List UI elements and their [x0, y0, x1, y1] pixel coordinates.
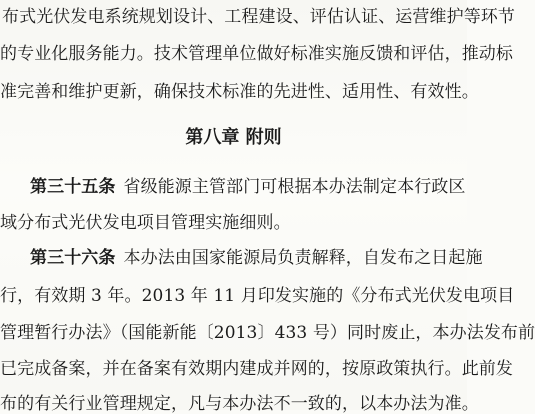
article-36-line-2: 行，有效期 3 年。2013 年 11 月印发实施的《分布式光伏发电项目 [0, 286, 515, 306]
article-36-label: 第三十六条 [30, 248, 116, 268]
article-35-line-2: 域分布式光伏发电项目管理实施细则。 [0, 213, 291, 233]
body-line-1: 布式光伏发电系统规划设计、工程建设、评估认证、运营维护等环节 [2, 7, 515, 27]
article-35-line-1 [30, 177, 467, 197]
article-35-label: 第三十五条 [30, 177, 116, 197]
body-line-3: 准完善和维护更新，确保技术标准的先进性、适用性、有效性。 [0, 82, 479, 102]
article-36-line-4: 已完成备案，并在备案有效期内建成并网的，按原政策执行。此前发 [0, 359, 513, 379]
article-35-text-1: 省级能源主管部门可根据本办法制定本行政区 [123, 177, 466, 197]
article-36-line-3: 管理暂行办法》（国能新能〔2013〕433 号）同时废止，本办法发布前 [0, 323, 535, 343]
body-line-2: 的专业化服务能力。技术管理单位做好标准实施反馈和评估，推动标 [0, 44, 513, 64]
article-36-text-1: 本办法由国家能源局负责解释，自发布之日起施 [123, 248, 483, 268]
article-36-line-1 [30, 248, 483, 268]
article-36-line-5: 布的有关行业管理规定，凡与本办法不一致的，以本办法为准。 [0, 394, 479, 414]
chapter-title: 第八章 附则 [185, 127, 282, 148]
